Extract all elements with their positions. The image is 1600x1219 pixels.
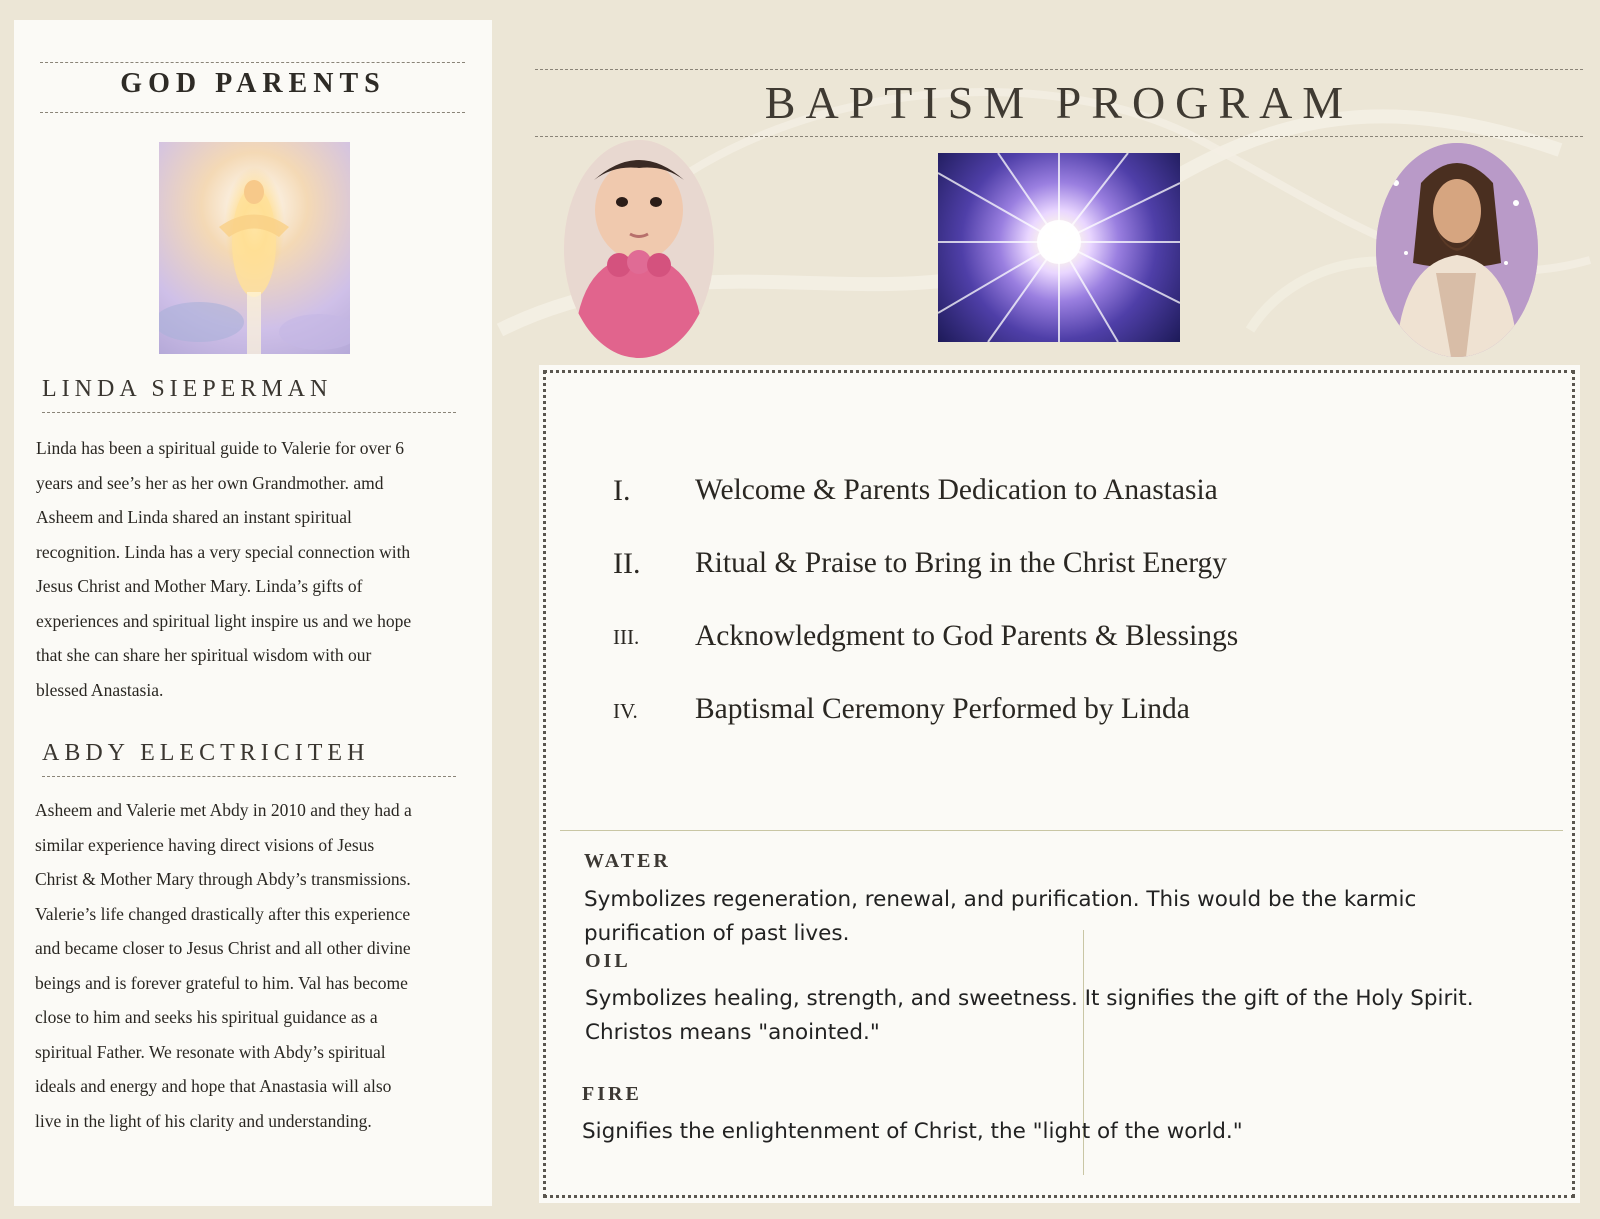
bio-line: Asheem and Valerie met Abdy in 2010 and they had a bbox=[35, 800, 412, 820]
bio-line: Asheem and Linda shared an instant spiritual bbox=[36, 507, 352, 527]
bio-line: blessed Anastasia. bbox=[36, 679, 164, 700]
program-divider bbox=[560, 830, 1563, 831]
program-item: Welcome & Parents Dedication to Anastasia bbox=[695, 474, 1218, 506]
item-number: III. bbox=[613, 625, 640, 649]
program-item: Ritual & Praise to Bring in the Christ Energy bbox=[695, 547, 1228, 579]
godparents-title: GOD PARENTS bbox=[120, 68, 386, 99]
bio-line: similar experience having direct visions of Jesus bbox=[35, 834, 375, 855]
fire-label: FIRE bbox=[582, 1083, 642, 1105]
program-title-top-rule bbox=[535, 69, 1583, 70]
bio-line: and became closer to Jesus Christ and all other divine bbox=[35, 938, 411, 958]
item-number: II. bbox=[613, 547, 641, 580]
item-number: IV. bbox=[613, 699, 638, 723]
program-title: BAPTISM PROGRAM bbox=[764, 77, 1354, 128]
title-bottom-rule bbox=[40, 112, 465, 113]
linda-rule bbox=[42, 412, 456, 413]
water-text-line: purification of past lives. bbox=[584, 921, 850, 946]
oil-text-line: Christos means "anointed." bbox=[585, 1020, 880, 1045]
program-item: Baptismal Ceremony Performed by Linda bbox=[695, 693, 1190, 725]
bio-line: experiences and spiritual light inspire us and we hope bbox=[36, 610, 412, 631]
water-label: WATER bbox=[584, 850, 671, 872]
fire-text-line: Signifies the enlightenment of Christ, the "light of the world." bbox=[582, 1119, 1243, 1144]
bio-line: spiritual Father. We resonate with Abdy’s spiritual bbox=[35, 1041, 386, 1062]
starburst-light-icon bbox=[938, 153, 1180, 342]
bio-line: that she can share her spiritual wisdom with our bbox=[36, 645, 372, 665]
abdy-bio bbox=[35, 793, 465, 1138]
bio-line: years and see’s her as her own Grandmother. amd bbox=[36, 472, 384, 493]
bio-line: close to him and seeks his spiritual guidance as a bbox=[35, 1007, 378, 1027]
bio-line: Christ & Mother Mary through Abdy’s transmissions. bbox=[35, 869, 411, 889]
linda-name: LINDA SIEPERMAN bbox=[42, 376, 333, 402]
program-item: Acknowledgment to God Parents & Blessings bbox=[695, 620, 1239, 652]
item-number: I. bbox=[613, 474, 631, 507]
bio-line: Linda has been a spiritual guide to Valerie for over 6 bbox=[36, 438, 405, 458]
radiant-christ-figure-icon bbox=[159, 142, 350, 354]
jesus-portrait-icon bbox=[1376, 143, 1538, 357]
bio-line: recognition. Linda has a very special connection with bbox=[36, 541, 411, 562]
water-text-line: Symbolizes regeneration, renewal, and purification. This would be the karmic bbox=[584, 887, 1417, 912]
title-top-rule bbox=[40, 62, 465, 63]
bio-line: live in the light of his clarity and understanding. bbox=[35, 1110, 372, 1131]
bio-line: beings and is forever grateful to him. Val has become bbox=[35, 972, 408, 993]
bio-line: Valerie’s life changed drastically after this experience bbox=[35, 903, 411, 924]
abdy-rule bbox=[42, 776, 456, 777]
linda-bio bbox=[36, 431, 466, 707]
godparents-panel bbox=[14, 20, 492, 1206]
bio-line: Jesus Christ and Mother Mary. Linda’s gifts of bbox=[36, 576, 363, 596]
abdy-name: ABDY ELECTRICITEH bbox=[42, 740, 370, 766]
baby-photo-icon bbox=[564, 140, 714, 358]
bio-line: ideals and energy and hope that Anastasia will also bbox=[35, 1076, 392, 1096]
oil-text-line: Symbolizes healing, strength, and sweetness. It signifies the gift of the Holy Spirit. bbox=[585, 986, 1474, 1011]
oil-label: OIL bbox=[585, 950, 631, 972]
program-title-bottom-rule bbox=[535, 136, 1583, 137]
